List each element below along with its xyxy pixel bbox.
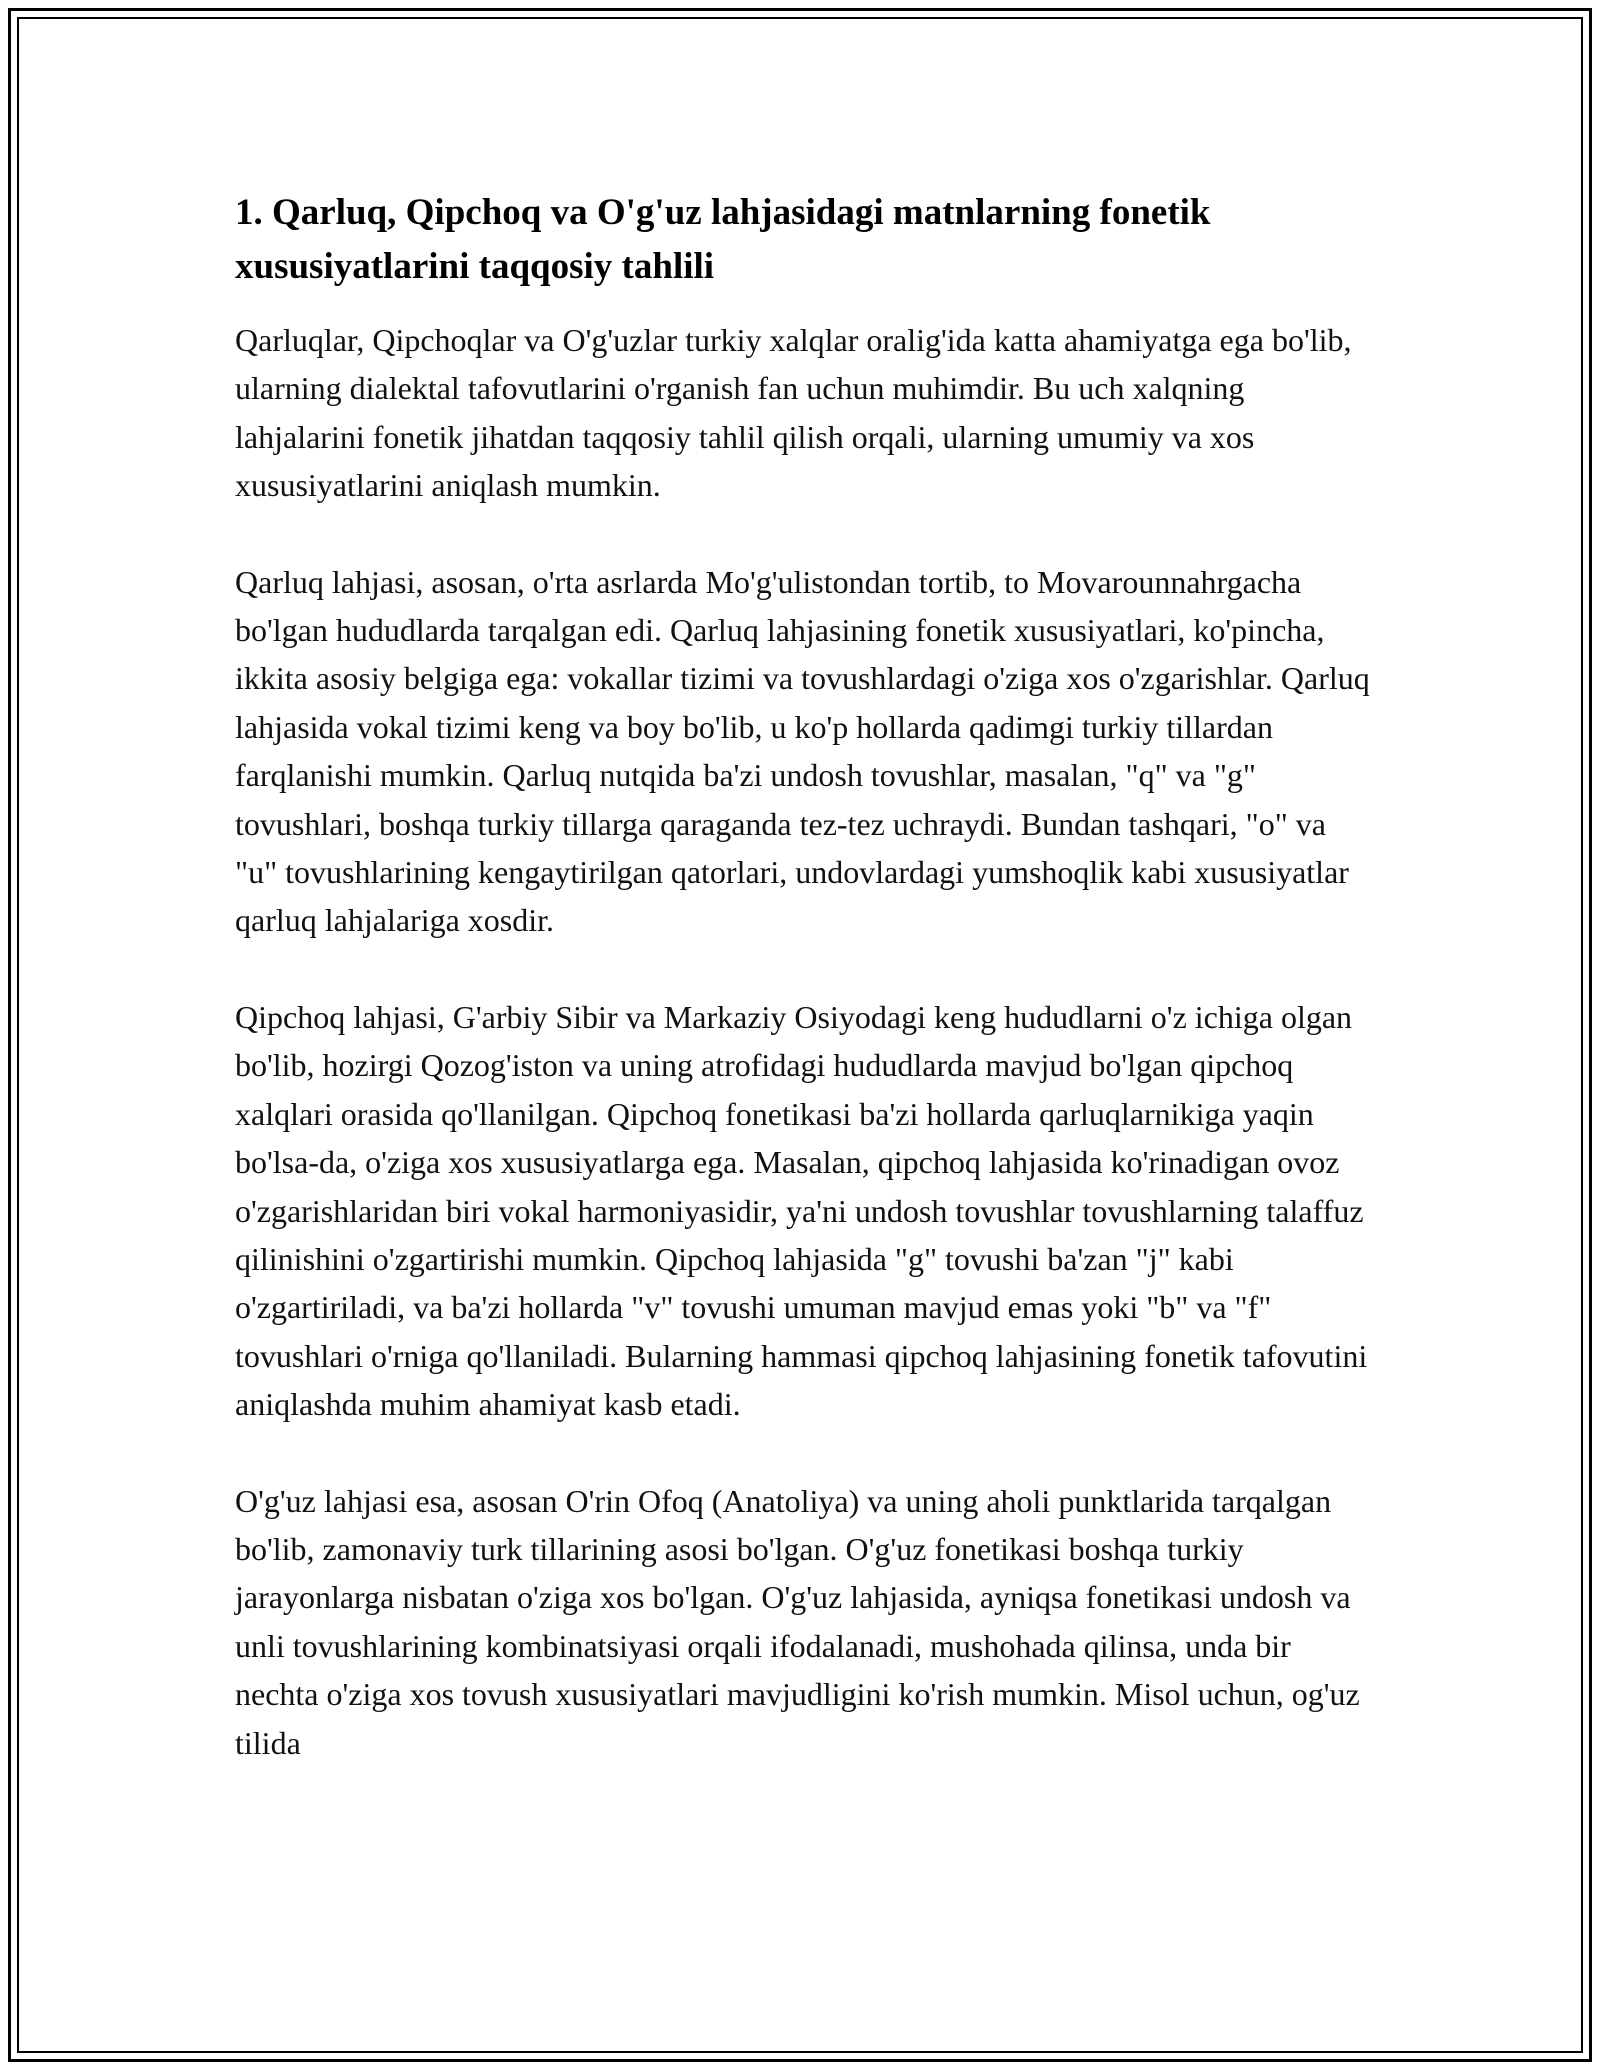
document-body — [235, 186, 1375, 1815]
paragraph-oguz: O'g'uz lahjasi esa, asosan O'rin Ofoq (Anatoliya) va uning aholi punktlarida tarqalgan bo'lib, zamonaviy turk tillarining asosi bo'lgan. O'g'uz fonetikasi boshqa turkiy jarayonlarga nisbatan o'ziga xos bo'lgan. O'g'uz lahjasida, ayniqsa fonetikasi undosh va unli tovushlarining kombinatsiyasi orqali ifodalanadi, mushohada qilinsa, unda bir nechta o'ziga xos tovush xususiyatlari mavjudligini ko'rish mumkin. Misol uchun, og'uz tilida — [235, 1482, 1360, 1761]
paragraph-qipchoq: Qipchoq lahjasi, G'arbiy Sibir va Markaziy Osiyodagi keng hududlarni o'z ichiga olgan bo'lib, hozirgi Qozog'iston va uning atrofidagi hududlarda mavjud bo'lgan qipchoq xalqlari orasida qo'llanilgan. Qipchoq fonetikasi ba'zi hollarda qarluqlarnikiga yaqin bo'lsa-da, o'ziga xos xususiyatlarga ega. Masalan, qipchoq lahjasida ko'rinadigan ovoz o'zgarishlaridan biri vokal harmoniyasidir, ya'ni undosh tovushlar tovushlarning talaffuz qilinishini o'zgartirishi mumkin. Qipchoq lahjasida "g" tovushi ba'zan "j" kabi o'zgartiriladi, va ba'zi hollarda "v" tovushi umuman mavjud emas yoki "b" va "f" tovushlari o'rniga qo'llaniladi. Bularning hammasi qipchoq lahjasining fonetik tafovutini aniqlashda muhim ahamiyat kasb etadi. — [235, 998, 1368, 1423]
section-heading: 1. Qarluq, Qipchoq va O'g'uz lahjasidagi matnlarning fonetik xususiyatlarini taqqosiy tahlili — [235, 192, 1211, 287]
paragraph-intro: Qarluqlar, Qipchoqlar va O'g'uzlar turkiy xalqlar oralig'ida katta ahamiyatga ega bo'lib, ularning dialektal tafovutlarini o'rganish fan uchun muhimdir. Bu uch xalqning lahjalarini fonetik jihatdan taqqosiy tahlil qilish orqali, ularning umumiy va xos xususiyatlarini aniqlash mumkin. — [235, 322, 1352, 504]
paragraph-qarluq: Qarluq lahjasi, asosan, o'rta asrlarda Mo'g'ulistondan tortib, to Movarounnahrgacha bo'lgan hududlarda tarqalgan edi. Qarluq lahjasining fonetik xususiyatlari, ko'pincha, ikkita asosiy belgiga ega: vokallar tizimi va tovushlardagi o'ziga xos o'zgarishlar. Qarluq lahjasida vokal tizimi keng va boy bo'lib, u ko'p hollarda qadimgi turkiy tillardan farqlanishi mumkin. Qarluq nutqida ba'zi undosh tovushlar, masalan, "q" va "g" tovushlari, boshqa turkiy tillarga qaraganda tez-tez uchraydi. Bundan tashqari, "o" va "u" tovushlarining kengaytirilgan qatorlari, undovlardagi yumshoqlik kabi xususiyatlar qarluq lahjalariga xosdir. — [235, 563, 1370, 939]
